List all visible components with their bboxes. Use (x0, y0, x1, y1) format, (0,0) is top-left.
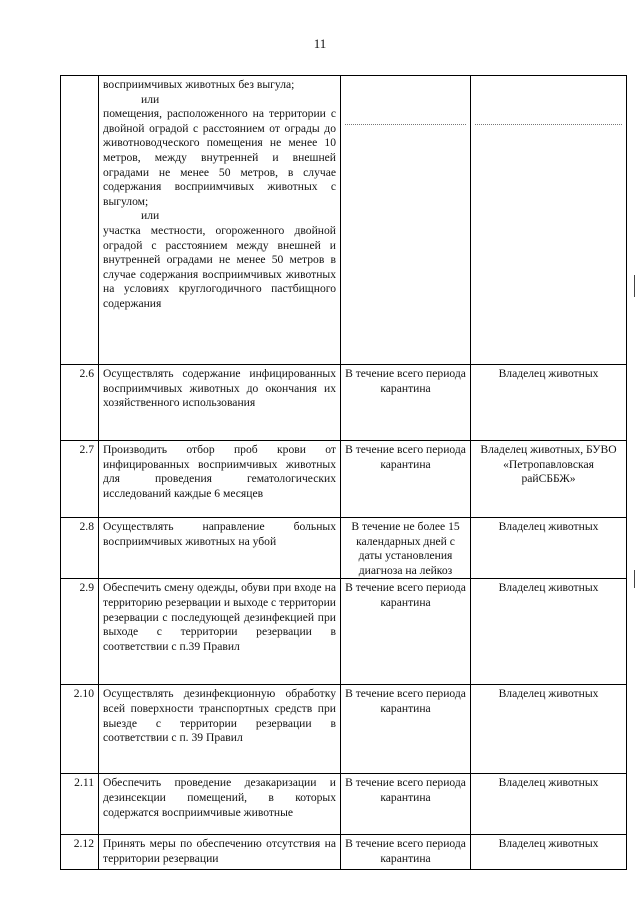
page-number: 11 (313, 36, 327, 51)
cell-responsible (471, 76, 627, 365)
cell-number: 2.7 (61, 441, 99, 518)
scan-mark (634, 570, 635, 588)
cell-action: Производить отбор проб крови от инфицированных восприимчивых животных для проведения гематологических исследований каждые 6 месяцев (99, 441, 341, 518)
cell-term: В течение всего периода карантина (341, 835, 471, 870)
dotted-line (345, 124, 466, 125)
table-row (61, 579, 627, 685)
table-row (61, 518, 627, 579)
cell-term: В течение всего периода карантина (341, 579, 471, 685)
cell-responsible: Владелец животных (471, 518, 627, 579)
cell-term: В течение всего периода карантина (341, 365, 471, 441)
cell-number: 2.9 (61, 579, 99, 685)
continuation-text-2: помещения, расположенного на территории с двойной оградой с расстоянием от ограды до животноводческого помещения не менее 10 метров, между внутренней и внешней оградами не менее 50 метров, в случае содержания восприимчивых животных с выгулом; (103, 107, 336, 208)
cell-action: Принять меры по обеспечению отсутствия на территории резервации (99, 835, 341, 870)
cell-number: 2.11 (61, 774, 99, 835)
cell-responsible: Владелец животных (471, 835, 627, 870)
cell-action: Осуществлять направление больных восприимчивых животных на убой (99, 518, 341, 579)
cell-responsible: Владелец животных (471, 685, 627, 774)
measures-table (60, 75, 627, 870)
cell-term: В течение всего периода карантина (341, 685, 471, 774)
cell-responsible: Владелец животных, БУВО «Петропавловская райСББЖ» (471, 441, 627, 518)
cell-number: 2.8 (61, 518, 99, 579)
continuation-or-1: или (141, 92, 160, 106)
cell-action: Осуществлять дезинфекционную обработку всей поверхности транспортных средств при выезде с территории резервации в соответствии с п. 39 Правил (99, 685, 341, 774)
dotted-line (475, 124, 622, 125)
table-row-continuation (61, 76, 627, 365)
table-row (61, 685, 627, 774)
cell-action: Обеспечить проведение дезакаризации и дезинсекции помещений, в которых содержатся восприимчивые животные (99, 774, 341, 835)
continuation-text-3: участка местности, огороженного двойной оградой с расстоянием между внешней и внутренней оградами не менее 50 метров в случае содержания восприимчивых животных на условиях круглогодичного пастбищного содержания (103, 223, 336, 310)
continuation-text-1: восприимчивых животных без выгула; (103, 78, 295, 91)
cell-action (99, 76, 341, 365)
table-row (61, 365, 627, 441)
table-row (61, 835, 627, 870)
table-row (61, 774, 627, 835)
table-row (61, 441, 627, 518)
cell-term: В течение всего периода карантина (341, 441, 471, 518)
cell-number: 2.12 (61, 835, 99, 870)
scan-mark (634, 275, 635, 297)
continuation-or-2: или (141, 209, 160, 223)
cell-term (341, 76, 471, 365)
cell-number (61, 76, 99, 365)
cell-number: 2.10 (61, 685, 99, 774)
cell-responsible: Владелец животных (471, 774, 627, 835)
cell-term: В течение не более 15 календарных дней с даты установления диагноза на лейкоз (341, 518, 471, 579)
cell-responsible: Владелец животных (471, 365, 627, 441)
cell-action: Осуществлять содержание инфицированных восприимчивых животных до окончания их хозяйственного использования (99, 365, 341, 441)
cell-action: Обеспечить смену одежды, обуви при входе на территорию резервации и выходе с территории резервации с последующей дезинфекцией при выходе с территории резервации в соответствии с п.39 Правил (99, 579, 341, 685)
cell-term: В течение всего периода карантина (341, 774, 471, 835)
cell-responsible: Владелец животных (471, 579, 627, 685)
cell-number: 2.6 (61, 365, 99, 441)
